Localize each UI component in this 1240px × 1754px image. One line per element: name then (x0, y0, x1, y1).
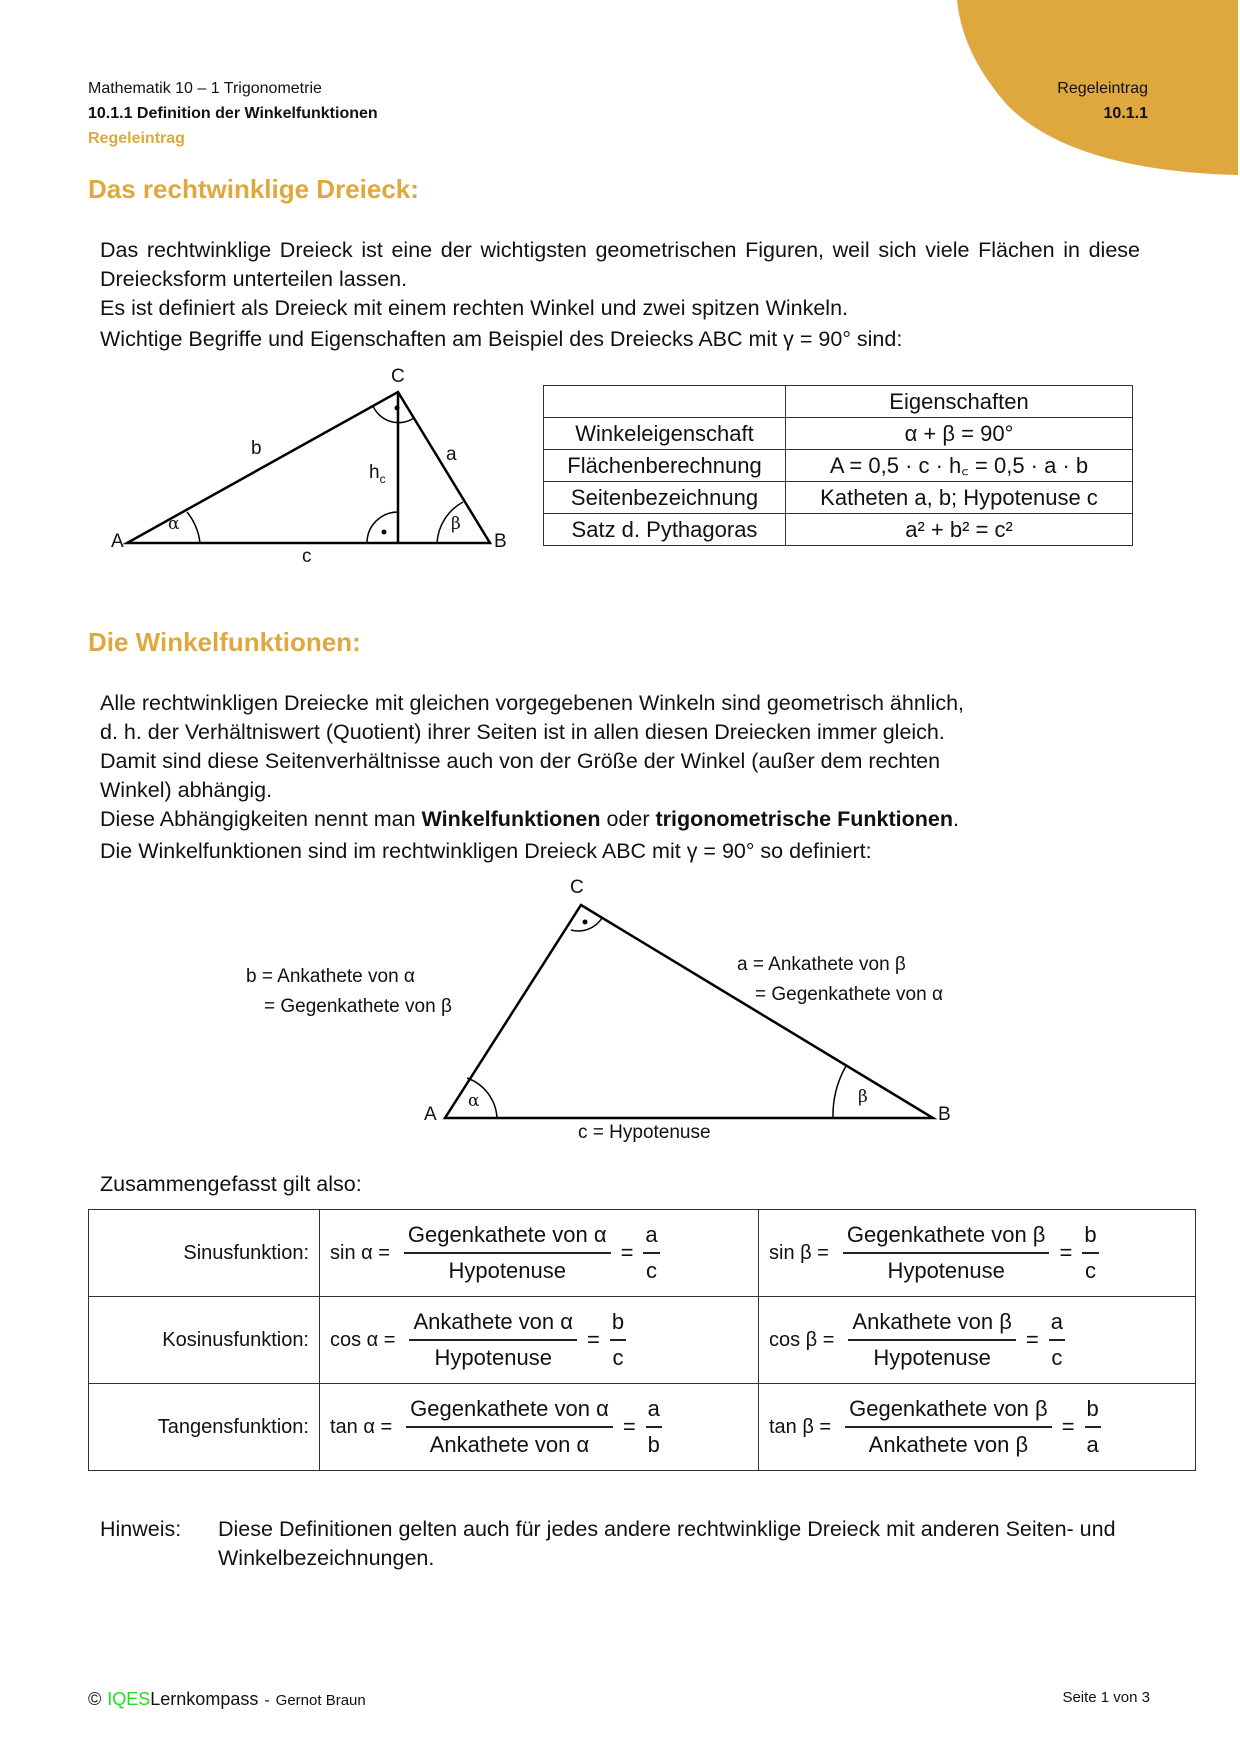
names-middle: oder (600, 807, 656, 831)
page-number: Seite 1 von 3 (1062, 1689, 1150, 1706)
numerator: b (1085, 1394, 1101, 1428)
fraction (843, 1220, 1050, 1286)
right-angle-dot-c-2 (583, 920, 588, 925)
hint-label: Hinweis: (100, 1517, 182, 1541)
vertex-a-label-2: A (424, 1104, 437, 1125)
formula-beta (759, 1210, 1196, 1297)
formula-beta (759, 1297, 1196, 1384)
function-name: Kosinusfunktion: (89, 1297, 320, 1384)
numerator: Ankathete von β (848, 1307, 1015, 1341)
definition-intro: Die Winkelfunktionen sind im rechtwinkligen Dreieck ABC mit γ = 90° so definiert: (100, 839, 872, 863)
formula-alpha (320, 1384, 759, 1471)
height-subscript: c (379, 471, 386, 486)
vertex-c-label: C (391, 366, 405, 387)
formula-beta (759, 1384, 1196, 1471)
equals-sign: = (622, 1414, 636, 1439)
paragraph-2: Es ist definiert als Dreieck mit einem rechten Winkel und zwei spitzen Winkeln. (100, 296, 849, 320)
short-fraction (1049, 1307, 1065, 1373)
row-label: Winkeleigenschaft (544, 418, 786, 450)
row-label: Flächenberechnung (544, 450, 786, 482)
fraction (404, 1220, 611, 1286)
fraction (406, 1394, 613, 1460)
formula-row-cosine (89, 1297, 1196, 1384)
numerator: a (643, 1220, 659, 1254)
equals-sign: = (1061, 1414, 1075, 1439)
document-type-right: Regeleintrag (1057, 80, 1148, 97)
numerator: Gegenkathete von β (845, 1394, 1052, 1428)
numerator: Gegenkathete von α (404, 1220, 611, 1254)
side-a-label-line2: = Gegenkathete von α (755, 984, 943, 1005)
paragraph-line: Winkel) abhängig. (100, 778, 273, 802)
equals-sign: = (586, 1327, 600, 1352)
numerator: Gegenkathete von β (843, 1220, 1050, 1254)
angle-alpha-label-2: α (468, 1091, 480, 1111)
topic-title: 10.1.1 Definition der Winkelfunktionen (88, 105, 378, 122)
numerator: b (1082, 1220, 1098, 1254)
fraction (848, 1307, 1015, 1373)
row-label: Seitenbezeichnung (544, 482, 786, 514)
fraction (845, 1394, 1052, 1460)
denominator: c (612, 1345, 624, 1370)
numerator: a (1049, 1307, 1065, 1341)
angle-beta-arc-2 (833, 1066, 846, 1118)
side-a-label-line1: a = Ankathete von β (737, 954, 906, 975)
paragraph-line: d. h. der Verhältniswert (Quotient) ihrer Seiten ist in allen diesen Dreiecken immer gleich. (100, 720, 945, 744)
vertex-a-label: A (111, 531, 124, 552)
denominator: Ankathete von β (868, 1432, 1029, 1457)
denominator: Hypotenuse (448, 1258, 566, 1283)
denominator: Ankathete von α (429, 1432, 590, 1457)
formula-lhs: sin α = (330, 1241, 390, 1264)
brand-lernkompass: Lernkompass (150, 1689, 259, 1709)
hint-text: Diese Definitionen gelten auch für jedes andere rechtwinklige Dreieck mit anderen Seiten- und Winkelbezeichnungen. (218, 1517, 1116, 1570)
section-number: 10.1.1 (1103, 105, 1148, 122)
numerator: b (610, 1307, 626, 1341)
row-value: A = 0,5 · c · h꜀ = 0,5 · a · b (786, 450, 1133, 482)
footer-brand (88, 1689, 366, 1710)
names-suffix: . (952, 807, 959, 831)
term-trigonometrische-funktionen: trigonometrische Funktionen (655, 807, 953, 831)
angle-alpha-label: α (168, 514, 180, 534)
denominator: c (1084, 1258, 1096, 1283)
fraction (409, 1307, 577, 1373)
side-b-label-line2: = Gegenkathete von β (264, 996, 452, 1017)
copyright-icon: © (88, 1689, 102, 1709)
short-fraction (643, 1220, 659, 1286)
vertex-b-label: B (494, 531, 507, 552)
formula-lhs: tan β = (769, 1415, 832, 1438)
formula-alpha (320, 1297, 759, 1384)
equals-sign: = (1059, 1240, 1073, 1265)
formula-row-sine (89, 1210, 1196, 1297)
term-winkelfunktionen: Winkelfunktionen (421, 807, 601, 831)
row-label: Satz d. Pythagoras (544, 514, 786, 546)
formula-lhs: tan α = (330, 1415, 393, 1438)
paragraph-line: Damit sind diese Seitenverhältnisse auch von der Größe der Winkel (außer dem rechten (100, 749, 941, 773)
numerator: Gegenkathete von α (406, 1394, 613, 1428)
numerator: Ankathete von α (409, 1307, 577, 1341)
course-title: Mathematik 10 – 1 Trigonometrie (88, 80, 322, 97)
paragraph-1: Das rechtwinklige Dreieck ist eine der wichtigsten geometrischen Figuren, weil sich viele Flächen in diese Dreiecksform unterteilen lassen. (100, 238, 1140, 291)
denominator: a (1086, 1432, 1099, 1457)
section-title-right-triangle: Das rechtwinklige Dreieck: (88, 174, 419, 204)
denominator: Hypotenuse (873, 1345, 991, 1370)
short-fraction (1085, 1394, 1101, 1460)
angle-gamma-arc-2 (571, 918, 602, 931)
angle-beta-label-2: β (858, 1087, 868, 1107)
short-fraction (646, 1394, 662, 1460)
equals-sign: = (620, 1240, 634, 1265)
names-prefix: Diese Abhängigkeiten nennt man (100, 807, 422, 831)
denominator: b (647, 1432, 660, 1457)
row-value: α + β = 90° (786, 418, 1133, 450)
angle-beta-label: β (451, 514, 461, 534)
equals-sign: = (1025, 1327, 1039, 1352)
height-symbol: h (369, 462, 380, 483)
denominator: Hypotenuse (887, 1258, 1005, 1283)
footer-author: Gernot Braun (275, 1692, 366, 1709)
function-name: Tangensfunktion: (89, 1384, 320, 1471)
denominator: Hypotenuse (434, 1345, 552, 1370)
vertex-b-label-2: B (938, 1104, 951, 1125)
formula-row-tangent (89, 1384, 1196, 1471)
row-value: Katheten a, b; Hypotenuse c (786, 482, 1133, 514)
formula-table (88, 1209, 1196, 1471)
vertex-c-label-2: C (570, 877, 584, 898)
document-type: Regeleintrag (88, 130, 185, 147)
denominator: c (1051, 1345, 1063, 1370)
formula-alpha (320, 1210, 759, 1297)
paragraph-line: Alle rechtwinkligen Dreiecke mit gleichen vorgegebenen Winkeln sind geometrisch ähnlich, (100, 691, 965, 715)
brand-iqes: IQES (107, 1689, 151, 1709)
short-fraction (610, 1307, 626, 1373)
side-b-label-line1: b = Ankathete von α (246, 966, 415, 987)
denominator: c (646, 1258, 658, 1283)
side-a-label: a (446, 444, 457, 465)
formula-lhs: sin β = (769, 1241, 829, 1264)
side-c-label: c (302, 546, 312, 567)
formula-lhs: cos α = (330, 1328, 396, 1351)
numerator: a (646, 1394, 662, 1428)
row-value: a² + b² = c² (786, 514, 1133, 546)
side-b-label: b (251, 438, 262, 459)
footer-separator: - (264, 1692, 270, 1709)
table-header-properties: Eigenschaften (786, 386, 1133, 418)
function-name: Sinusfunktion: (89, 1210, 320, 1297)
side-c-label-2: c = Hypotenuse (578, 1122, 711, 1143)
summary-intro: Zusammengefasst gilt also: (100, 1172, 362, 1196)
paragraph-3: Wichtige Begriffe und Eigenschaften am Beispiel des Dreiecks ABC mit γ = 90° sind: (100, 327, 903, 351)
short-fraction (1082, 1220, 1098, 1286)
section-title-trig-functions: Die Winkelfunktionen: (88, 627, 361, 657)
formula-lhs: cos β = (769, 1328, 835, 1351)
